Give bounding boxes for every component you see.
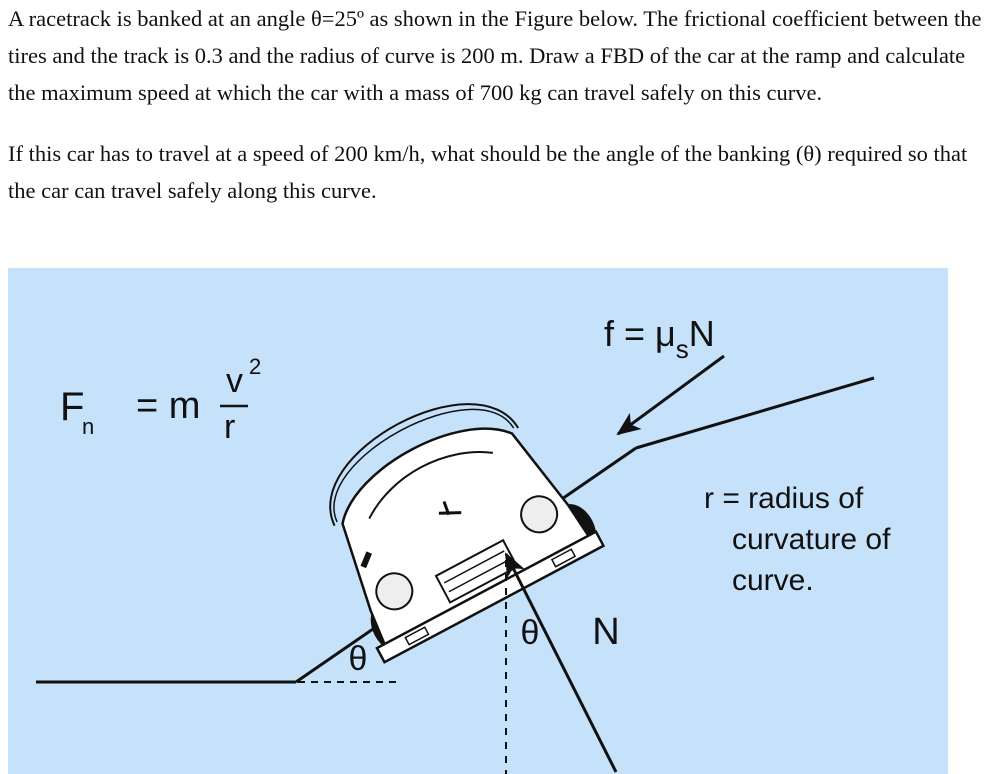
formula-numerator-v: v xyxy=(226,362,243,400)
radius-note-line-3: curve. xyxy=(732,564,814,597)
question-paragraph-1: A racetrack is banked at an angle θ=25º as shown in the Figure below. The frictional coefficient between the tires and the track is 0.3 and the radius of curve is 200 m. Draw a FBD of the car at the ramp and calculate the maximum speed at which the car with a mass of 700 kg can travel safely on this curve. xyxy=(8,6,982,105)
radius-note-line-2: curvature of xyxy=(732,523,891,556)
question-text xyxy=(8,0,988,209)
formula-equals-m: = m xyxy=(136,385,201,427)
theta-bank-angle: θ xyxy=(348,640,368,678)
banked-curve-diagram xyxy=(8,268,948,774)
theta-normal-angle: θ xyxy=(520,614,540,652)
radius-note-line-1: r = radius of xyxy=(704,482,864,515)
normal-force-label: N xyxy=(592,611,620,653)
question-paragraph-2: If this car has to travel at a speed of 200 km/h, what should be the angle of the banking (θ) required so that the car can travel safely along this curve. xyxy=(8,141,968,203)
formula-denominator-r: r xyxy=(224,408,236,446)
formula-power-2: 2 xyxy=(249,354,262,379)
banked-curve-figure xyxy=(8,268,948,774)
formula-subscript-n: n xyxy=(82,414,95,439)
formula-F: F xyxy=(60,385,85,429)
svg-text:f = μsN: $f = \mu_sN$ xyxy=(604,313,715,364)
